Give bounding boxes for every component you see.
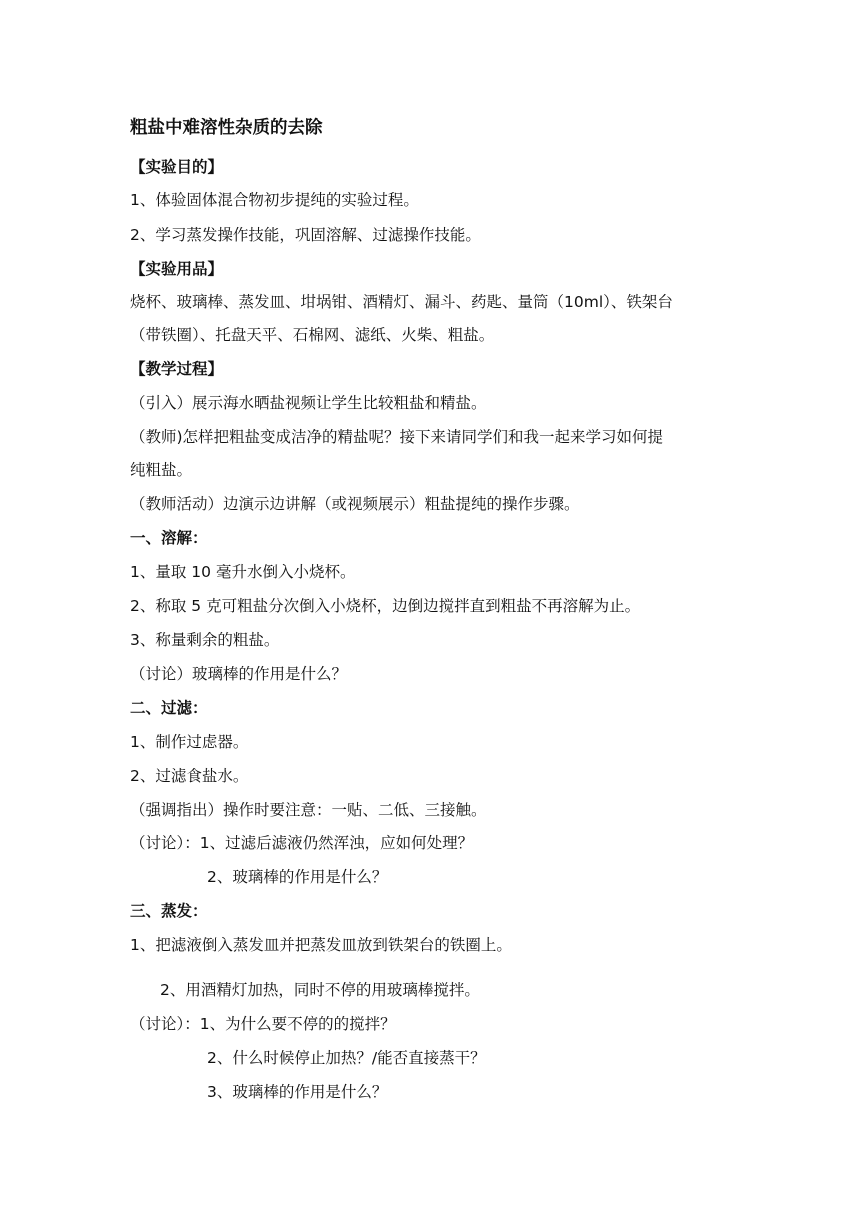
dissolve-step-1: 1、量取 10 毫升水倒入小烧杯。 [130,563,356,581]
purpose-heading: 【实验目的】 [130,158,224,176]
materials-heading: 【实验用品】 [130,260,224,278]
teacher-activity-paragraph: （教师活动）边演示边讲解（或视频展示）粗盐提纯的操作步骤。 [130,495,580,513]
evaporation-heading: 三、蒸发： [130,902,208,920]
process-heading: 【教学过程】 [130,360,224,378]
purpose-item-1: 1、体验固体混合物初步提纯的实验过程。 [130,191,419,209]
filter-heading: 二、过滤： [130,699,208,717]
evaporation-discussion-1: （讨论）：1、为什么要不停的的搅拌？ [130,1015,396,1033]
teacher-paragraph-line-2: 纯粗盐。 [130,461,193,479]
filter-step-1: 1、制作过虑器。 [130,733,249,751]
filter-discussion-2: 2、玻璃棒的作用是什么？ [207,868,388,886]
dissolve-step-2: 2、称取 5 克可粗盐分次倒入小烧杯，边倒边搅拌直到粗盐不再溶解为止。 [130,597,641,615]
teacher-paragraph-line-1: （教师)怎样把粗盐变成洁净的精盐呢？接下来请同学们和我一起来学习如何提 [130,428,664,446]
evaporation-step-2: 2、用酒精灯加热，同时不停的用玻璃棒搅拌。 [160,981,480,999]
evaporation-discussion-3: 3、玻璃棒的作用是什么？ [207,1083,388,1101]
filter-note: （强调指出）操作时要注意：一贴、二低、三接触。 [130,801,487,819]
evaporation-discussion-2: 2、什么时候停止加热？/能否直接蒸干？ [207,1049,486,1067]
filter-discussion-1: （讨论）：1、过滤后滤液仍然浑浊，应如何处理？ [130,834,474,852]
purpose-item-2: 2、学习蒸发操作技能，巩固溶解、过滤操作技能。 [130,226,481,244]
dissolve-heading: 一、溶解： [130,529,208,547]
materials-line-1: 烧杯、玻璃棒、蒸发皿、坩埚钳、酒精灯、漏斗、药匙、量筒（10ml）、铁架台 [130,293,673,311]
dissolve-discussion: （讨论）玻璃棒的作用是什么？ [130,665,348,683]
page-title: 粗盐中难溶性杂质的去除 [130,118,323,138]
filter-step-2: 2、过滤食盐水。 [130,767,249,785]
materials-line-2: （带铁圈）、托盘天平、石棉网、滤纸、火柴、粗盐。 [130,326,495,344]
evaporation-step-1: 1、把滤液倒入蒸发皿并把蒸发皿放到铁架台的铁圈上。 [130,936,512,954]
dissolve-step-3: 3、称量剩余的粗盐。 [130,631,280,649]
intro-paragraph: （引入）展示海水晒盐视频让学生比较粗盐和精盐。 [130,394,487,412]
